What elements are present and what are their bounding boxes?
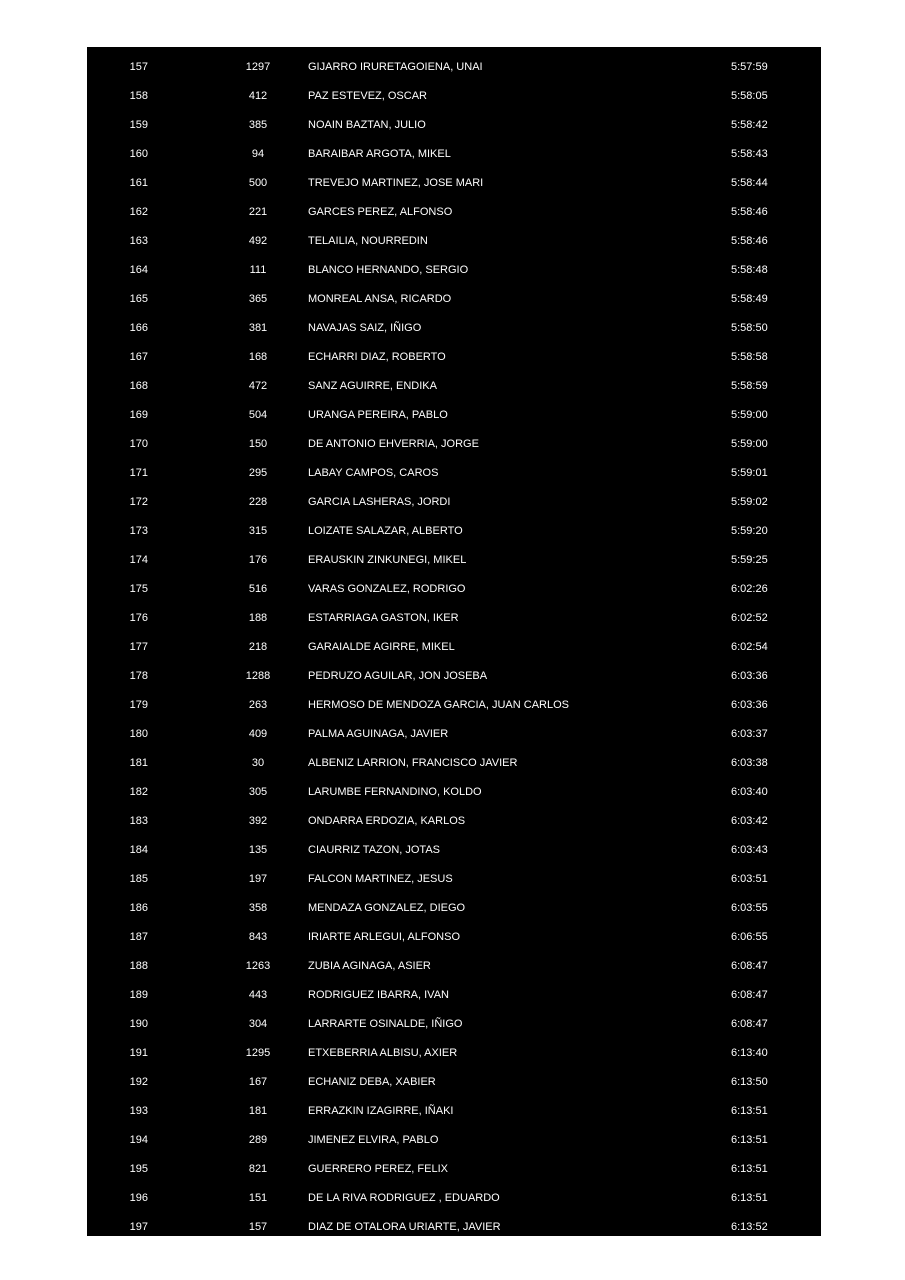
bib-number-cell-text: 472 — [248, 380, 268, 392]
finish-time-cell: 6:06:55 — [731, 931, 768, 943]
finish-time-cell: 6:13:51 — [731, 1192, 768, 1204]
bib-number-cell-text: 151 — [248, 1192, 268, 1204]
table-row — [87, 285, 821, 314]
table-row — [87, 1213, 821, 1242]
position-cell-text: 177 — [129, 641, 149, 653]
runner-name-cell: TELAILIA, NOURREDIN — [308, 235, 428, 247]
table-row — [87, 807, 821, 836]
runner-name-cell: ONDARRA ERDOZIA, KARLOS — [308, 815, 466, 827]
bib-number-cell-text: 1295 — [245, 1047, 271, 1059]
finish-time-cell: 6:03:42 — [731, 815, 768, 827]
runner-name-cell: FALCON MARTINEZ, JESUS — [308, 873, 453, 885]
table-row — [87, 1039, 821, 1068]
finish-time-cell: 5:58:58 — [731, 351, 768, 363]
bib-number-cell-text: 263 — [248, 699, 268, 711]
runner-name-cell: PEDRUZO AGUILAR, JON JOSEBA — [308, 670, 488, 682]
position-cell-text: 157 — [129, 61, 149, 73]
runner-name-cell: LARUMBE FERNANDINO, KOLDO — [308, 786, 482, 798]
finish-time-cell: 6:08:47 — [731, 960, 768, 972]
bib-number-cell-text: 197 — [248, 873, 268, 885]
position-cell-text: 172 — [129, 496, 149, 508]
bib-number-cell-text: 821 — [248, 1163, 268, 1175]
bib-number-cell-text: 111 — [249, 264, 267, 276]
position-cell-text: 182 — [129, 786, 149, 798]
runner-name-cell: DE ANTONIO EHVERRIA, JORGE — [308, 438, 479, 450]
table-row — [87, 111, 821, 140]
finish-time-cell: 5:57:59 — [731, 61, 768, 73]
finish-time-cell: 6:03:40 — [731, 786, 768, 798]
runner-name-cell: GIJARRO IRURETAGOIENA, UNAI — [308, 61, 483, 73]
bib-number-cell-text: 392 — [248, 815, 268, 827]
bib-number-cell-text: 1263 — [245, 960, 271, 972]
finish-time-cell: 5:58:42 — [731, 119, 768, 131]
position-cell-text: 190 — [129, 1018, 149, 1030]
table-row — [87, 488, 821, 517]
position-cell-text: 179 — [129, 699, 149, 711]
runner-name-cell: VARAS GONZALEZ, RODRIGO — [308, 583, 466, 595]
finish-time-cell: 5:58:46 — [731, 206, 768, 218]
bib-number-cell-text: 358 — [248, 902, 268, 914]
table-row — [87, 662, 821, 691]
finish-time-cell: 6:13:40 — [731, 1047, 768, 1059]
runner-name-cell: ERRAZKIN IZAGIRRE, IÑAKI — [308, 1105, 454, 1117]
position-cell-text: 163 — [129, 235, 149, 247]
runner-name-cell: DIAZ DE OTALORA URIARTE, JAVIER — [308, 1221, 501, 1233]
finish-time-cell: 5:59:01 — [731, 467, 768, 479]
table-row — [87, 82, 821, 111]
bib-number-cell-text: 304 — [248, 1018, 268, 1030]
runner-name-cell: GARAIALDE AGIRRE, MIKEL — [308, 641, 455, 653]
runner-name-cell: LOIZATE SALAZAR, ALBERTO — [308, 525, 463, 537]
bib-number-cell-text: 492 — [248, 235, 268, 247]
runner-name-cell: GARCIA LASHERAS, JORDI — [308, 496, 451, 508]
position-cell-text: 181 — [129, 757, 149, 769]
runner-name-cell: ERAUSKIN ZINKUNEGI, MIKEL — [308, 554, 467, 566]
runner-name-cell: BARAIBAR ARGOTA, MIKEL — [308, 148, 451, 160]
table-row — [87, 1010, 821, 1039]
table-row — [87, 1097, 821, 1126]
runner-name-cell: ALBENIZ LARRION, FRANCISCO JAVIER — [308, 757, 518, 769]
position-cell-text: 168 — [129, 380, 149, 392]
position-cell-text: 196 — [129, 1192, 149, 1204]
finish-time-cell: 6:02:52 — [731, 612, 768, 624]
table-row — [87, 459, 821, 488]
finish-time-cell: 5:58:05 — [731, 90, 768, 102]
runner-name-cell: RODRIGUEZ IBARRA, IVAN — [308, 989, 449, 1001]
position-cell-text: 160 — [129, 148, 149, 160]
table-row — [87, 1126, 821, 1155]
bib-number-cell-text: 305 — [248, 786, 268, 798]
table-row — [87, 1155, 821, 1184]
position-cell-text: 175 — [129, 583, 149, 595]
position-cell-text: 191 — [129, 1047, 149, 1059]
position-cell-text: 174 — [129, 554, 149, 566]
bib-number-cell-text: 315 — [248, 525, 268, 537]
finish-time-cell: 5:58:48 — [731, 264, 768, 276]
position-cell-text: 188 — [129, 960, 149, 972]
table-row — [87, 836, 821, 865]
bib-number-cell-text: 409 — [248, 728, 268, 740]
table-row — [87, 952, 821, 981]
finish-time-cell: 6:08:47 — [731, 989, 768, 1001]
table-row — [87, 343, 821, 372]
bib-number-cell-text: 167 — [248, 1076, 268, 1088]
table-row — [87, 372, 821, 401]
runner-name-cell: IRIARTE ARLEGUI, ALFONSO — [308, 931, 461, 943]
runner-name-cell: TREVEJO MARTINEZ, JOSE MARI — [308, 177, 484, 189]
runner-name-cell: LABAY CAMPOS, CAROS — [308, 467, 439, 479]
finish-time-cell: 5:59:00 — [731, 438, 768, 450]
position-cell-text: 183 — [129, 815, 149, 827]
finish-time-cell: 5:58:50 — [731, 322, 768, 334]
table-row — [87, 169, 821, 198]
position-cell-text: 169 — [129, 409, 149, 421]
finish-time-cell: 5:58:46 — [731, 235, 768, 247]
position-cell-text: 180 — [129, 728, 149, 740]
position-cell-text: 176 — [129, 612, 149, 624]
runner-name-cell: ESTARRIAGA GASTON, IKER — [308, 612, 459, 624]
bib-number-cell-text: 181 — [248, 1105, 268, 1117]
position-cell-text: 164 — [129, 264, 149, 276]
finish-time-cell: 5:58:43 — [731, 148, 768, 160]
position-cell-text: 159 — [129, 119, 149, 131]
runner-name-cell: MONREAL ANSA, RICARDO — [308, 293, 452, 305]
runner-name-cell: CIAURRIZ TAZON, JOTAS — [308, 844, 441, 856]
position-cell-text: 167 — [129, 351, 149, 363]
bib-number-cell-text: 365 — [248, 293, 268, 305]
position-cell-text: 162 — [129, 206, 149, 218]
finish-time-cell: 6:03:37 — [731, 728, 768, 740]
table-row — [87, 1068, 821, 1097]
position-cell-text: 161 — [129, 177, 149, 189]
table-row — [87, 633, 821, 662]
bib-number-cell-text: 500 — [248, 177, 268, 189]
bib-number-cell-text: 150 — [248, 438, 268, 450]
bib-number-cell-text: 381 — [248, 322, 268, 334]
table-row — [87, 691, 821, 720]
finish-time-cell: 5:59:02 — [731, 496, 768, 508]
finish-time-cell: 6:13:50 — [731, 1076, 768, 1088]
table-row — [87, 140, 821, 169]
bib-number-cell-text: 412 — [248, 90, 268, 102]
bib-number-cell-text: 135 — [248, 844, 268, 856]
finish-time-cell: 6:03:55 — [731, 902, 768, 914]
position-cell-text: 170 — [129, 438, 149, 450]
table-row — [87, 53, 821, 82]
runner-name-cell: ZUBIA AGINAGA, ASIER — [308, 960, 431, 972]
position-cell-text: 189 — [129, 989, 149, 1001]
bib-number-cell-text: 168 — [248, 351, 268, 363]
finish-time-cell: 6:03:43 — [731, 844, 768, 856]
position-cell-text: 178 — [129, 670, 149, 682]
table-row — [87, 227, 821, 256]
finish-time-cell: 5:58:44 — [731, 177, 768, 189]
finish-time-cell: 5:58:59 — [731, 380, 768, 392]
bib-number-cell-text: 228 — [248, 496, 268, 508]
runner-name-cell: ECHANIZ DEBA, XABIER — [308, 1076, 436, 1088]
table-row — [87, 575, 821, 604]
position-cell-text: 193 — [129, 1105, 149, 1117]
results-panel — [87, 47, 821, 1236]
table-row — [87, 546, 821, 575]
runner-name-cell: DE LA RIVA RODRIGUEZ , EDUARDO — [308, 1192, 500, 1204]
bib-number-cell-text: 188 — [248, 612, 268, 624]
bib-number-cell-text: 30 — [251, 757, 265, 769]
position-cell-text: 171 — [129, 467, 149, 479]
runner-name-cell: JIMENEZ ELVIRA, PABLO — [308, 1134, 439, 1146]
finish-time-cell: 6:02:54 — [731, 641, 768, 653]
finish-time-cell: 6:03:38 — [731, 757, 768, 769]
bib-number-cell-text: 504 — [248, 409, 268, 421]
finish-time-cell: 6:13:51 — [731, 1163, 768, 1175]
position-cell-text: 185 — [129, 873, 149, 885]
table-row — [87, 720, 821, 749]
bib-number-cell-text: 443 — [248, 989, 268, 1001]
bib-number-cell-text: 218 — [248, 641, 268, 653]
bib-number-cell-text: 1288 — [245, 670, 271, 682]
bib-number-cell-text: 94 — [251, 148, 265, 160]
bib-number-cell-text: 1297 — [245, 61, 271, 73]
results-table — [87, 53, 821, 1242]
position-cell-text: 186 — [129, 902, 149, 914]
finish-time-cell: 6:02:26 — [731, 583, 768, 595]
table-row — [87, 865, 821, 894]
table-row — [87, 604, 821, 633]
runner-name-cell: NOAIN BAZTAN, JULIO — [308, 119, 426, 131]
position-cell-text: 195 — [129, 1163, 149, 1175]
runner-name-cell: LARRARTE OSINALDE, IÑIGO — [308, 1018, 463, 1030]
table-row — [87, 981, 821, 1010]
position-cell-text: 197 — [129, 1221, 149, 1233]
position-cell-text: 192 — [129, 1076, 149, 1088]
finish-time-cell: 6:13:51 — [731, 1134, 768, 1146]
runner-name-cell: BLANCO HERNANDO, SERGIO — [308, 264, 469, 276]
finish-time-cell: 5:59:20 — [731, 525, 768, 537]
finish-time-cell: 5:59:00 — [731, 409, 768, 421]
finish-time-cell: 5:59:25 — [731, 554, 768, 566]
runner-name-cell: GUERRERO PEREZ, FELIX — [308, 1163, 448, 1175]
finish-time-cell: 5:58:49 — [731, 293, 768, 305]
bib-number-cell-text: 176 — [248, 554, 268, 566]
position-cell-text: 173 — [129, 525, 149, 537]
runner-name-cell: MENDAZA GONZALEZ, DIEGO — [308, 902, 466, 914]
bib-number-cell-text: 843 — [248, 931, 268, 943]
runner-name-cell: SANZ AGUIRRE, ENDIKA — [308, 380, 437, 392]
runner-name-cell: ETXEBERRIA ALBISU, AXIER — [308, 1047, 458, 1059]
position-cell-text: 165 — [129, 293, 149, 305]
finish-time-cell: 6:08:47 — [731, 1018, 768, 1030]
runner-name-cell: NAVAJAS SAIZ, IÑIGO — [308, 322, 422, 334]
bib-number-cell-text: 516 — [248, 583, 268, 595]
table-row — [87, 894, 821, 923]
position-cell-text: 158 — [129, 90, 149, 102]
finish-time-cell: 6:13:51 — [731, 1105, 768, 1117]
runner-name-cell: URANGA PEREIRA, PABLO — [308, 409, 448, 421]
runner-name-cell: PALMA AGUINAGA, JAVIER — [308, 728, 449, 740]
bib-number-cell-text: 157 — [248, 1221, 268, 1233]
table-row — [87, 430, 821, 459]
table-row — [87, 256, 821, 285]
table-row — [87, 923, 821, 952]
bib-number-cell-text: 289 — [248, 1134, 268, 1146]
table-row — [87, 517, 821, 546]
runner-name-cell: ECHARRI DIAZ, ROBERTO — [308, 351, 446, 363]
bib-number-cell-text: 221 — [248, 206, 268, 218]
position-cell-text: 166 — [129, 322, 149, 334]
position-cell-text: 184 — [129, 844, 149, 856]
table-row — [87, 1184, 821, 1213]
finish-time-cell: 6:03:51 — [731, 873, 768, 885]
runner-name-cell: GARCES PEREZ, ALFONSO — [308, 206, 453, 218]
table-row — [87, 314, 821, 343]
position-cell-text: 187 — [129, 931, 149, 943]
runner-name-cell: PAZ ESTEVEZ, OSCAR — [308, 90, 427, 102]
finish-time-cell: 6:03:36 — [731, 699, 768, 711]
position-cell-text: 194 — [129, 1134, 149, 1146]
bib-number-cell-text: 295 — [248, 467, 268, 479]
table-row — [87, 401, 821, 430]
finish-time-cell: 6:03:36 — [731, 670, 768, 682]
finish-time-cell: 6:13:52 — [731, 1221, 768, 1233]
table-row — [87, 198, 821, 227]
bib-number-cell-text: 385 — [248, 119, 268, 131]
table-row — [87, 749, 821, 778]
table-row — [87, 778, 821, 807]
runner-name-cell: HERMOSO DE MENDOZA GARCIA, JUAN CARLOS — [308, 699, 569, 711]
